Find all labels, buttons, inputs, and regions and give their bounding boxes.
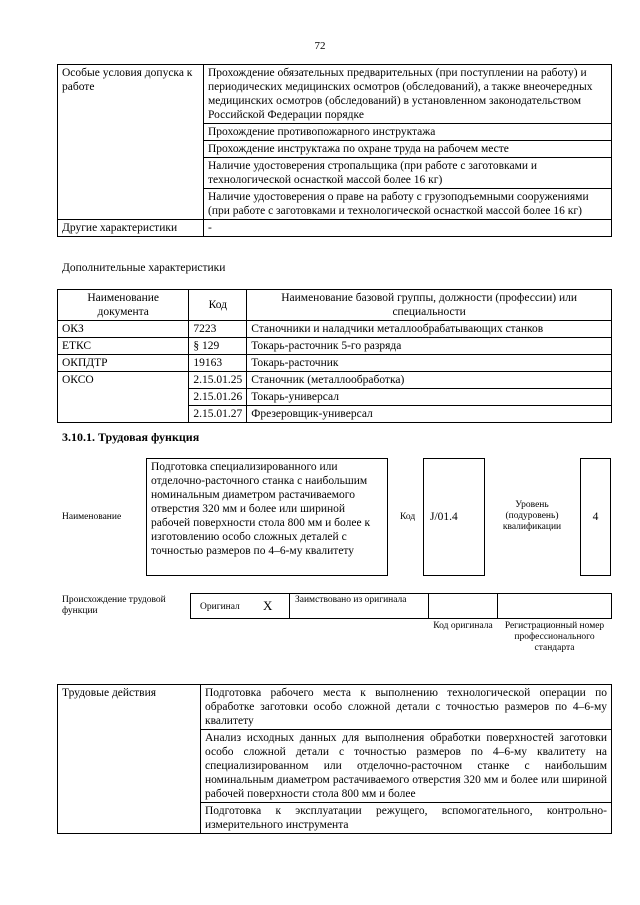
conditions-table xyxy=(57,64,612,237)
labor-action-item: Подготовка к эксплуатации режущего, вспомогательного, контрольно-измерительного инструмента xyxy=(201,803,612,834)
function-heading: 3.10.1. Трудовая функция xyxy=(62,430,200,444)
additional-title: Дополнительные характеристики xyxy=(62,262,226,274)
condition-item: Прохождение противопожарного инструктажа xyxy=(204,124,612,141)
condition-item: Наличие удостоверения стропальщика (при работе с заготовками и технологической оснасткой массой более 16 кг) xyxy=(204,158,612,189)
name-label: Наименование xyxy=(62,512,122,522)
cell-name: Токарь-расточник 5-го разряда xyxy=(247,338,612,355)
table-row xyxy=(58,338,612,355)
cell-doc: ОКСО xyxy=(58,372,189,423)
cell-doc: ЕТКС xyxy=(58,338,189,355)
cell-code: 19163 xyxy=(189,355,247,372)
cell-doc: ОКЗ xyxy=(58,321,189,338)
function-name: Подготовка специализированного или отделочно-расточного станка с наибольшим номинальным диаметром растачиваемого отверстия 320 мм и более или шириной рабочей поверхности стола 800 мм и более к изготовлению особо сложных деталей с точностью размеров по 4–6-му квалитету xyxy=(146,458,388,576)
code-original-label: Код оригинала xyxy=(433,621,493,631)
cell-code: 2.15.01.27 xyxy=(189,406,247,423)
cell-name: Токарь-расточник xyxy=(247,355,612,372)
origin-divider xyxy=(497,593,498,618)
table-row xyxy=(58,372,612,389)
origin-divider xyxy=(289,593,290,618)
cell-name: Станочник (металлообработка) xyxy=(247,372,612,389)
labor-actions-table xyxy=(57,684,612,834)
other-characteristics-label: Другие характеристики xyxy=(58,220,204,237)
col-header-code: Код xyxy=(189,290,247,321)
condition-item: Прохождение обязательных предварительных (при поступлении на работу) и периодических медицинских осмотров (обследований), а также внеочередных медицинских осмотров (обследований) в установленном законодательством Российской Федерации порядке xyxy=(204,65,612,124)
other-characteristics-value: - xyxy=(204,220,612,237)
reg-number-label: Регистрационный номер профессионального стандарта xyxy=(504,621,605,653)
conditions-label: Особые условия допуска к работе xyxy=(58,65,204,220)
condition-item: Прохождение инструктажа по охране труда на рабочем месте xyxy=(204,141,612,158)
cell-name: Станочники и наладчики металлообрабатывающих станков xyxy=(247,321,612,338)
cell-name: Фрезеровщик-универсал xyxy=(247,406,612,423)
borrowed-label: Заимствовано из оригинала xyxy=(295,595,407,605)
labor-action-item: Анализ исходных данных для выполнения обработки поверхностей заготовки особо сложной детали с точностью размеров по 4–6-му квалитету на специализированном или отделочно-расточном станке с наибольшим номинальным диаметром растачиваемого отверстия 320 мм и более или шириной рабочей поверхности стола 800 мм и более xyxy=(201,730,612,803)
original-mark: X xyxy=(263,598,273,613)
cell-doc: ОКПДТР xyxy=(58,355,189,372)
level-label: Уровень (подуровень) квалификации xyxy=(502,500,562,532)
code-label: Код xyxy=(400,512,416,522)
cell-name: Токарь-универсал xyxy=(247,389,612,406)
labor-actions-label: Трудовые действия xyxy=(58,685,201,834)
original-label: Оригинал xyxy=(200,602,240,612)
cell-code: § 129 xyxy=(189,338,247,355)
labor-action-item: Подготовка рабочего места к выполнению технологической операции по обработке заготовки особо сложной детали с точностью размеров по 4–6-му квалитету xyxy=(201,685,612,730)
additional-table xyxy=(57,289,612,423)
condition-item: Наличие удостоверения о праве на работу с грузоподъемными сооружениями (при работе с заготовками и технологической оснасткой массой более 16 кг) xyxy=(204,189,612,220)
cell-code: 7223 xyxy=(189,321,247,338)
cell-code: 2.15.01.26 xyxy=(189,389,247,406)
cell-code: 2.15.01.25 xyxy=(189,372,247,389)
origin-divider xyxy=(428,593,429,618)
level-value: 4 xyxy=(580,458,611,576)
col-header-name: Наименование базовой группы, должности (профессии) или специальности xyxy=(247,290,612,321)
function-code: J/01.4 xyxy=(423,458,485,576)
table-row xyxy=(58,321,612,338)
col-header-doc: Наименование документа xyxy=(58,290,189,321)
table-row xyxy=(58,355,612,372)
page-number: 72 xyxy=(314,40,326,52)
origin-label: Происхождение трудовой функции xyxy=(62,595,166,616)
